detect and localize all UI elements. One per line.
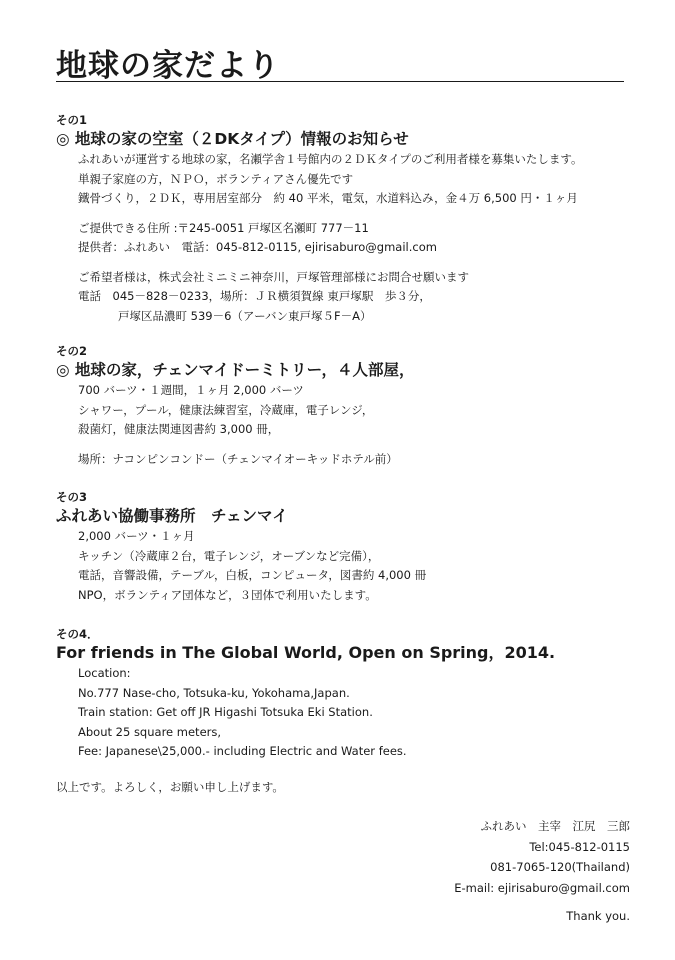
body-line: 鐵骨づくり，２ＤＫ，専用居室部分 約 40 平米，電気，水道料込み，金４万 6,500 円・１ヶ月 [78, 191, 578, 205]
body-line: Location: [78, 666, 131, 680]
section-heading: ふれあい協働事務所 チェンマイ [56, 507, 288, 525]
body-line: Train station: Get off JR Higashi Totsuka Eki Station. [78, 705, 373, 719]
section-vacancy [56, 112, 656, 326]
contact-address-line: 戸塚区品濃町 539－6（アーバン東戸塚５F－A） [118, 308, 372, 323]
body-line: 2,000 バーツ・１ヶ月 [78, 529, 195, 543]
body-line: ふれあいが運営する地球の家，名瀬学舎１号館内の２ＤＫタイプのご利用者様を募集いたします。 [78, 152, 583, 166]
body-line: Fee: Japanese\25,000.- including Electric and Water fees. [78, 744, 407, 758]
paragraph-gap [78, 209, 656, 219]
section-body [78, 527, 656, 605]
address-line: ご提供できる住所 :〒245-0051 戸塚区名瀬町 777－11 [78, 220, 369, 235]
section-label: その2 [56, 344, 88, 358]
section-heading: ◎ 地球の家の空室（２DKタイプ）情報のお知らせ [56, 130, 409, 148]
body-line: 殺菌灯，健康法関連図書約 3,000 冊， [78, 422, 280, 436]
section-dormitory [56, 343, 656, 469]
section-body [78, 150, 656, 326]
body-line: 単親子家庭の方，ＮＰＯ，ボランティアさん優先です [78, 171, 354, 186]
signature-block [454, 816, 630, 898]
contact-line: 電話 045－828－0233，場所：ＪＲ横須賀線 東戸塚駅 歩３分， [78, 289, 431, 303]
section-body [78, 664, 656, 762]
location-line: 場所：ナコンピンコンドー（チェンマイオーキッドホテル前） [78, 451, 398, 466]
provider-line: 提供者：ふれあい 電話：045-812-0115, ejirisaburo@gmail.com [78, 240, 437, 254]
page-title: 地球の家だより [56, 48, 280, 84]
section-heading: ◎ 地球の家，チェンマイドーミトリー，４人部屋， [56, 361, 415, 379]
section-label: その1 [56, 113, 88, 127]
body-line: About 25 square meters, [78, 724, 222, 739]
closing-text: 以上です。よろしく，お願い申し上げます。 [56, 780, 284, 794]
section-label: その4． [56, 627, 99, 641]
body-line: NPO，ボランティア団体など，３団体で利用いたします。 [78, 587, 377, 602]
section-heading: For friends in The Global World, Open on Spring，2014. [56, 643, 556, 662]
section-global [56, 626, 656, 762]
paragraph-gap [78, 440, 656, 450]
signature-mobile: 081-7065-120(Thailand) [490, 860, 630, 874]
body-line: シャワー，プール，健康法練習室，冷蔵庫，電子レンジ， [78, 402, 374, 417]
section-office [56, 489, 656, 605]
body-line: キッチン（冷蔵庫２台，電子レンジ，オーブンなど完備）， [78, 548, 380, 563]
body-line: 電話，音響設備，テーブル，白板，コンピュータ，図書約 4,000 冊 [78, 568, 427, 582]
section-body [78, 381, 656, 469]
signature-email: E-mail: ejirisaburo@gmail.com [454, 880, 630, 895]
paragraph-gap [78, 258, 656, 268]
body-line: ご希望者様は，株式会社ミニミニ神奈川，戸塚管理部様にお問合せ願います [78, 269, 469, 284]
title-divider [56, 81, 624, 82]
section-label: その3 [56, 490, 88, 504]
body-line: 700 バーツ・１週間，１ヶ月 2,000 バーツ [78, 383, 304, 397]
signature-tel: Tel:045-812-0115 [529, 839, 630, 854]
thank-you-text: Thank you. [566, 909, 630, 923]
signature-name: ふれあい 主宰 江尻 三郎 [480, 819, 630, 833]
body-line: No.777 Nase-cho, Totsuka-ku, Yokohama,Japan. [78, 685, 350, 700]
